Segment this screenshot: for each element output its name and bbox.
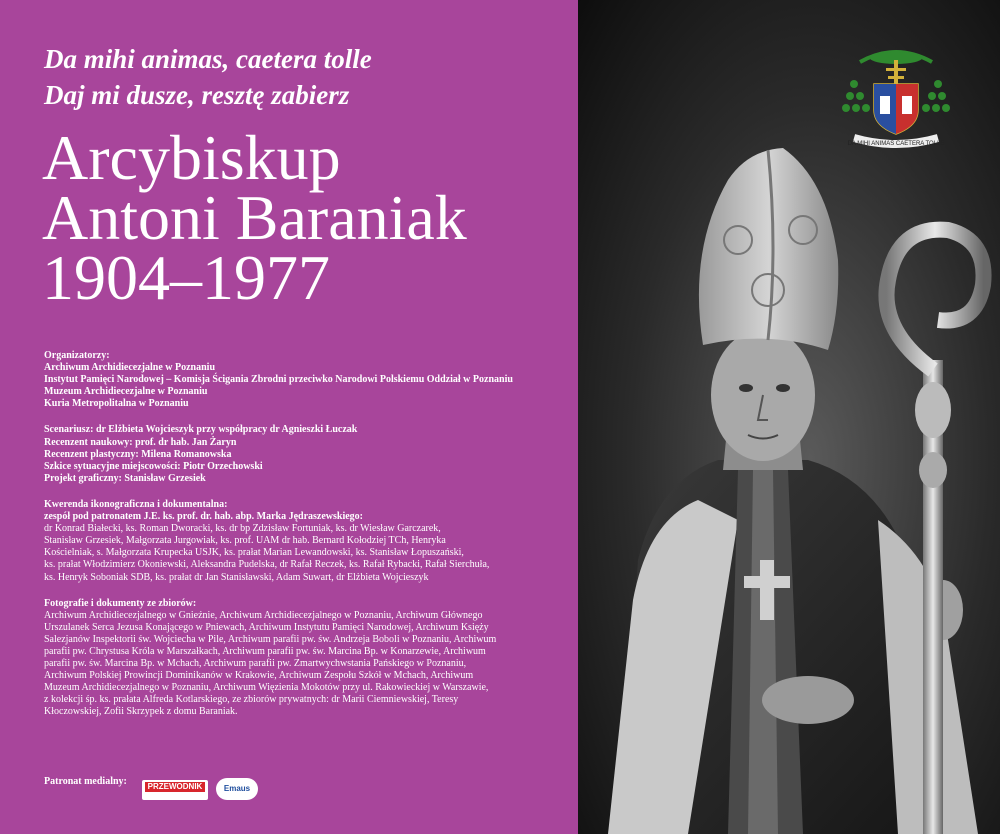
fotografie-line: Archiwum Archidiecezjalnego w Gnieźnie, Archiwum Archidiecezjalnego w Poznaniu, Archiwum Głównego [44, 609, 483, 621]
emaus-logo-text: Emaus [223, 784, 251, 793]
kwerenda-line: dr Konrad Białecki, ks. Roman Dworacki, ks. dr bp Zdzisław Fortuniak, ks. dr Wiesław Garczarek, [44, 523, 441, 535]
credit-line: Projekt graficzny: Stanisław Grzesiek [44, 472, 206, 484]
fotografie-heading: Fotografie i dokumenty ze zbiorów: [44, 597, 197, 609]
organizers-block [44, 350, 564, 410]
portrait-photo [578, 0, 1000, 834]
kwerenda-heading: Kwerenda ikonograficzna i dokumentalna: [44, 498, 228, 510]
przewodnik-logo-tagline [142, 792, 208, 798]
fotografie-line: parafii pw. Chrystusa Króla w Marszałkach, Archiwum parafii pw. św. Marcina Bp. w Konarzewie, Archiwum [44, 645, 486, 657]
credits [44, 350, 564, 733]
kwerenda-line: ks. Henryk Soboniak SDB, ks. prałat dr Jan Stanisławski, Adam Suwart, dr Elżbieta Wojcieszyk [44, 571, 429, 583]
organizers-heading: Organizatorzy: [44, 350, 110, 361]
coat-of-arms-emblem [840, 44, 952, 152]
title-line-1: Arcybiskup [42, 122, 341, 193]
kwerenda-line: ks. prałat Włodzimierz Okoniewski, Aleksandra Pudelska, dr Rafał Reczek, ks. Rafał Rybacki, Rafał Sierchuła, [44, 559, 490, 571]
exhibition-title [42, 122, 467, 313]
organizer-item: Muzeum Archidiecezjalne w Poznaniu [44, 386, 208, 398]
kwerenda-subheading: zespół pod patronatem J.E. ks. prof. dr. hab. abp. Marka Jędraszewskiego: [44, 511, 364, 523]
coat-of-arms-motto: DA MIHI ANIMAS CAETERA TOLLE [847, 141, 945, 147]
organizer-item: Instytut Pamięci Narodowej – Komisja Ścigania Zbrodni przeciwko Narodowi Polskiemu Oddział w Poznaniu [44, 374, 513, 386]
kwerenda-block [44, 499, 564, 584]
staff-block [44, 424, 564, 484]
fotografie-line: Muzeum Archidiecezjalnego w Poznaniu, Archiwum Więzienia Mokotów przy ul. Rakowieckiej w Warszawie, [44, 682, 489, 694]
media-patronage-label: Patronat medialny: [44, 776, 127, 787]
fotografie-line: Salezjanów Inspektorii św. Wojciecha w Pile, Archiwum parafii pw. św. Andrzeja Boboli w Poznaniu, Archiwum [44, 633, 497, 645]
credit-line: Scenariusz: dr Elżbieta Wojcieszyk przy współpracy dr Agnieszki Łuczak [44, 424, 358, 436]
fotografie-line: z kolekcji śp. ks. prałata Alfreda Kotlarskiego, ze zbiorów prywatnych: dr Marii Ciemniewskiej, Teresy [44, 694, 459, 706]
credit-line: Recenzent naukowy: prof. dr hab. Jan Żaryn [44, 436, 237, 448]
fotografie-line: parafii pw. św. Marcina Bp. w Mchach, Archiwum parafii pw. Zmartwychwstania Pańskiego w Poznaniu, [44, 658, 467, 670]
credit-line: Recenzent plastyczny: Milena Romanowska [44, 448, 232, 460]
fotografie-block [44, 598, 564, 719]
fotografie-line: Archiwum Polskiej Prowincji Dominikanów w Krakowie, Archiwum Zespołu Szkół w Mchach, Archiwum [44, 670, 474, 682]
fotografie-line: Urszulanek Serca Jezusa Konającego w Pniewach, Archiwum Instytutu Pamięci Narodowej, Archiwum Księży [44, 621, 489, 633]
przewodnik-logo[interactable] [142, 780, 208, 800]
credit-line: Szkice sytuacyjne miejscowości: Piotr Orzechowski [44, 460, 263, 472]
kwerenda-line: Kościelniak, s. Małgorzata Krupecka USJK, ks. prałat Marian Lewandowski, ks. Stanisław Łopuszański, [44, 547, 464, 559]
title-line-2: Antoni Baraniak [42, 182, 467, 253]
przewodnik-logo-text: PRZEWODNIK [145, 782, 205, 792]
kwerenda-line: Stanisław Grzesiek, Małgorzata Jurgowiak, ks. prof. UAM dr hab. Bernard Kołodziej TCh, Henryka [44, 535, 446, 547]
motto-latin: Da mihi animas, caetera tolle [44, 44, 372, 74]
title-line-3: 1904–1977 [42, 242, 330, 313]
emaus-logo[interactable] [216, 778, 258, 800]
organizer-item: Archiwum Archidiecezjalne w Poznaniu [44, 362, 216, 374]
fotografie-line: Kłoczowskiej, Zofii Skrzypek z domu Baraniak. [44, 706, 238, 718]
motto-polish: Daj mi dusze, resztę zabierz [44, 80, 350, 110]
organizer-item: Kuria Metropolitalna w Poznaniu [44, 398, 189, 410]
